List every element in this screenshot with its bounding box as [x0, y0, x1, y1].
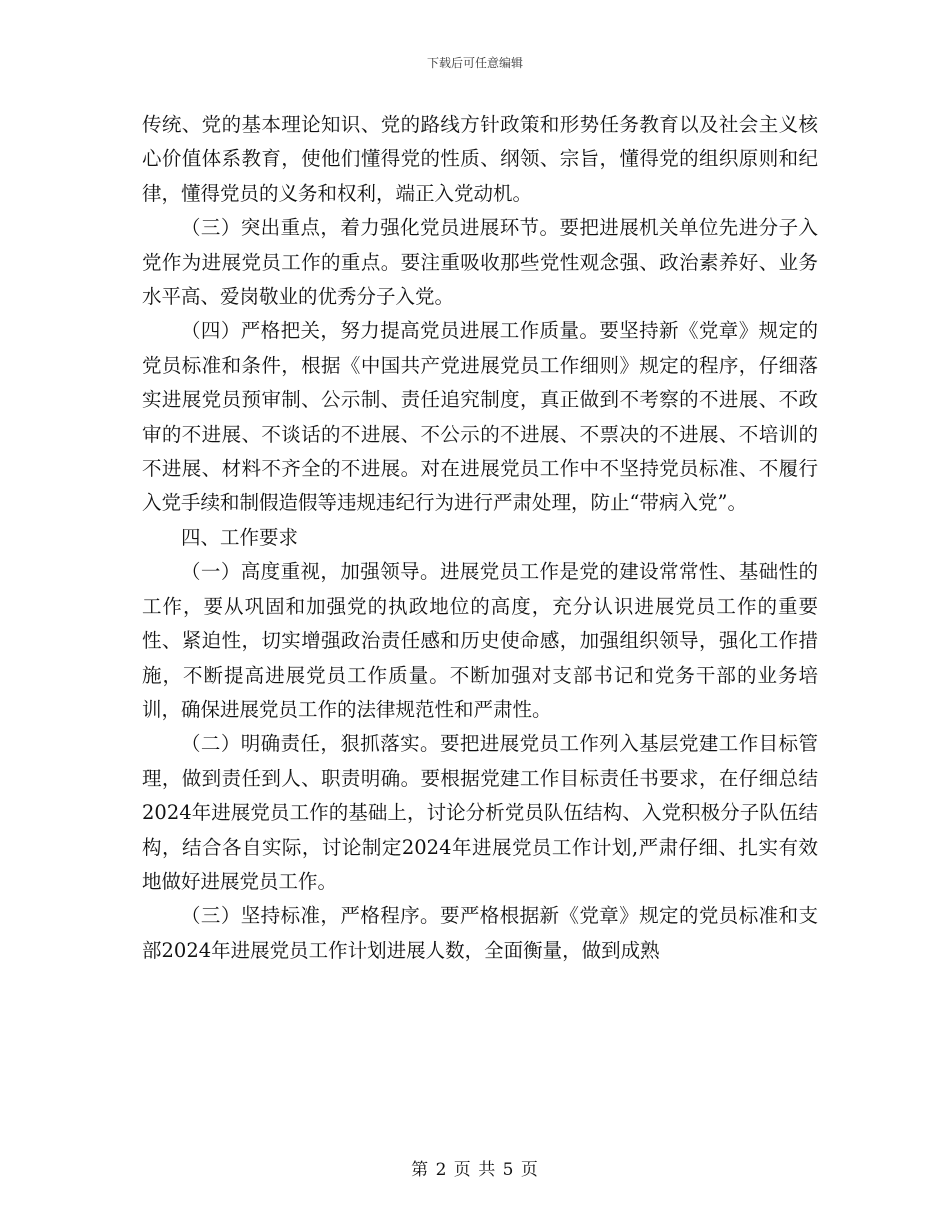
page-number-footer: 第 2 页 共 5 页	[411, 1160, 539, 1180]
paragraph-requirement-3: （三）坚持标准，严格程序。要严格根据新《党章》规定的党员标准和支部2024年进展党员工作计划进展人数，全面衡量，做到成熟	[142, 904, 818, 962]
paragraph-section-3-key-points: （三）突出重点，着力强化党员进展环节。要把进展机关单位先进分子入党作为进展党员工作的重点。要注重吸收那些党性观念强、政治素养好、业务水平高、爱岗敬业的优秀分子入党。	[142, 216, 818, 309]
section-heading-work-requirements: 四、工作要求	[181, 525, 299, 549]
page-header-note: 下载后可任意编辑	[426, 56, 523, 70]
paragraph-requirement-1: （一）高度重视，加强领导。进展党员工作是党的建设常常性、基础性的工作，要从巩固和加强党的执政地位的高度，充分认识进展党员工作的重要性、紧迫性，切实增强政治责任感和历史使命感，加强组织领导，强化工作措施，不断提高进展党员工作质量。不断加强对支部书记和党务干部的业务培训，确保进展党员工作的法律规范性和严肃性。	[142, 560, 818, 721]
document-body	[142, 108, 818, 968]
paragraph-section-4-quality-control: （四）严格把关，努力提高党员进展工作质量。要坚持新《党章》规定的党员标准和条件，根据《中国共产党进展党员工作细则》规定的程序，仔细落实进展党员预审制、公示制、责任追究制度，真正做到不考察的不进展、不政审的不进展、不谈话的不进展、不公示的不进展、不票决的不进展、不培训的不进展、材料不齐全的不进展。对在进展党员工作中不坚持党员标准、不履行入党手续和制假造假等违规违纪行为进行严肃处理，防止“带病入党”。	[142, 319, 818, 515]
paragraph-continuation: 传统、党的基本理论知识、党的路线方针政策和形势任务教育以及社会主义核心价值体系教育，使他们懂得党的性质、纲领、宗旨，懂得党的组织原则和纪律，懂得党员的义务和权利，端正入党动机。	[142, 113, 818, 205]
paragraph-requirement-2: （二）明确责任，狠抓落实。要把进展党员工作列入基层党建工作目标管理，做到责任到人、职责明确。要根据党建工作目标责任书要求，在仔细总结2024年进展党员工作的基础上，讨论分析党员队伍结构、入党积极分子队伍结构，结合各自实际，讨论制定2024年进展党员工作计划,严肃仔细、扎实有效地做好进展党员工作。	[142, 732, 818, 893]
